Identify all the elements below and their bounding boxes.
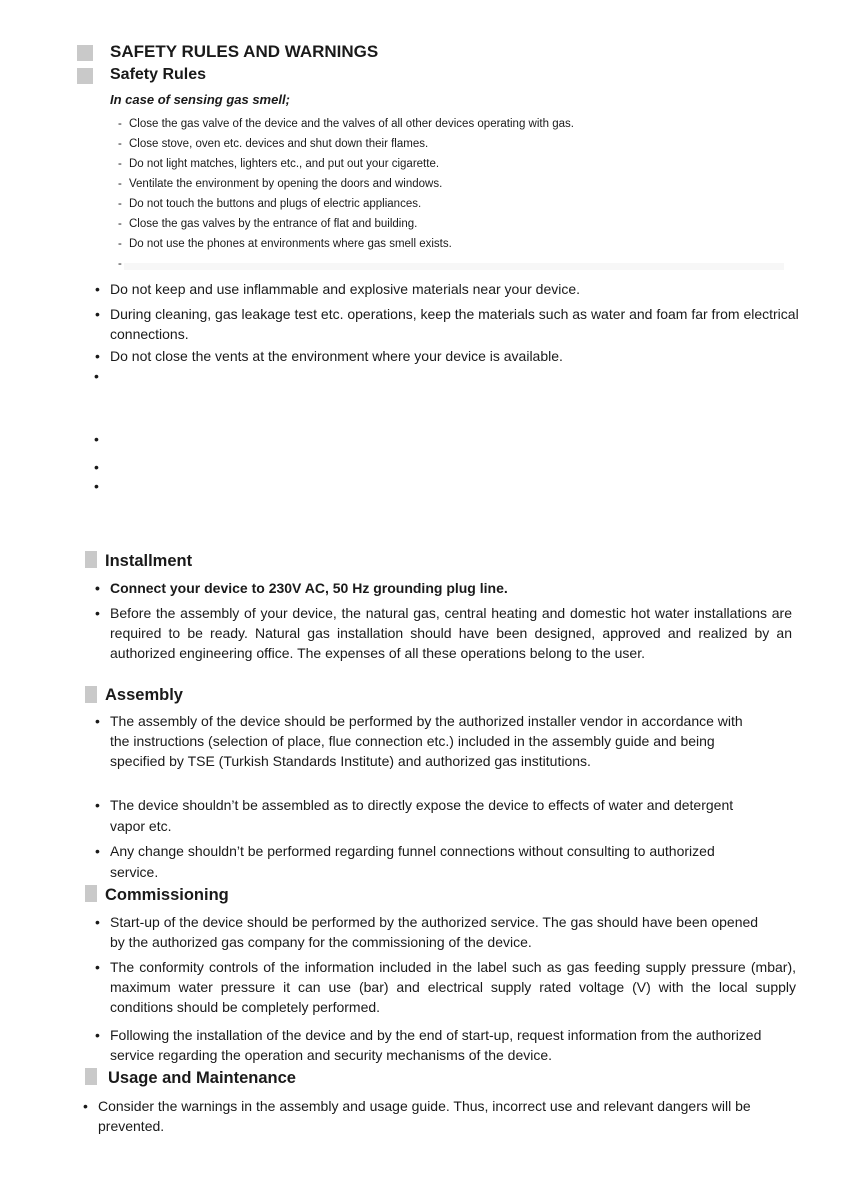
list-item: • The assembly of the device should be performed by the authorized installer vendor in accordance with the instructions (selection of place, flue connection etc.) included in the assembly guide and being specified by TSE (Turkish Standards Institute) and authorized gas institutions. [95,713,743,769]
list-item: - Ventilate the environment by opening the doors and windows. [118,178,443,190]
list-item: • Consider the warnings in the assembly and usage guide. Thus, incorrect use and relevant dangers will be prevented. [83,1098,751,1134]
installment-heading: Installment [105,552,193,570]
title-marker [77,45,93,61]
gas-smell-subheading: In case of sensing gas smell; [110,92,290,107]
empty-bullet: • [94,431,99,447]
divider [124,263,784,270]
assembly-heading: Assembly [105,686,183,704]
empty-list-item: - [118,258,122,270]
empty-bullet: • [94,459,99,475]
list-item: - Close the gas valves by the entrance of flat and building. [118,218,418,230]
list-item: • Do not close the vents at the environment where your device is available. [95,348,563,364]
usage-heading: Usage and Maintenance [108,1069,296,1087]
list-item: • The device shouldn’t be assembled as to directly expose the device to effects of water and detergent vapor etc. [95,797,734,834]
list-item: • The conformity controls of the information included in the label such as gas feeding supply pressure (mbar), maximum water pressure it can use (bar) and electrical supply rated voltage (V) with the local supply conditions should be completely performed. [95,959,796,1015]
list-item: • Following the installation of the device and by the end of start-up, request information from the authorized service regarding the operation and security mechanisms of the device. [95,1027,762,1063]
list-item: • Connect your device to 230V AC, 50 Hz grounding plug line. [95,580,508,596]
safety-rules-heading: Safety Rules [110,66,207,83]
section-marker [85,1068,97,1085]
list-item: - Do not light matches, lighters etc., and put out your cigarette. [118,158,440,170]
list-item: - Close the gas valve of the device and the valves of all other devices operating with gas. [118,118,574,130]
section-marker [85,885,97,902]
section-marker [85,551,97,568]
section-marker [77,68,93,84]
list-item: • Start-up of the device should be performed by the authorized service. The gas should have been opened by the authorized gas company for the commissioning of the device. [95,914,759,950]
empty-bullet: • [94,368,99,384]
list-item: - Do not use the phones at environments where gas smell exists. [118,238,452,250]
list-item: • During cleaning, gas leakage test etc. operations, keep the materials such as water and foam far from electrical connections. [95,306,799,342]
section-marker [85,686,97,703]
list-item: • Do not keep and use inflammable and explosive materials near your device. [95,281,581,297]
page-title: SAFETY RULES AND WARNINGS [110,42,379,61]
list-item: - Close stove, oven etc. devices and shut down their flames. [118,138,429,150]
list-item: • Before the assembly of your device, the natural gas, central heating and domestic hot water installations are required to be ready. Natural gas installation should have been designed, approved and realized by an authorized engineering office. The expenses of all these operations belong to the user. [95,605,792,661]
list-item: - Do not touch the buttons and plugs of electric appliances. [118,198,422,210]
list-item: • Any change shouldn’t be performed regarding funnel connections without consulting to authorized service. [95,843,715,880]
commissioning-heading: Commissioning [105,886,229,904]
empty-bullet: • [94,478,99,494]
